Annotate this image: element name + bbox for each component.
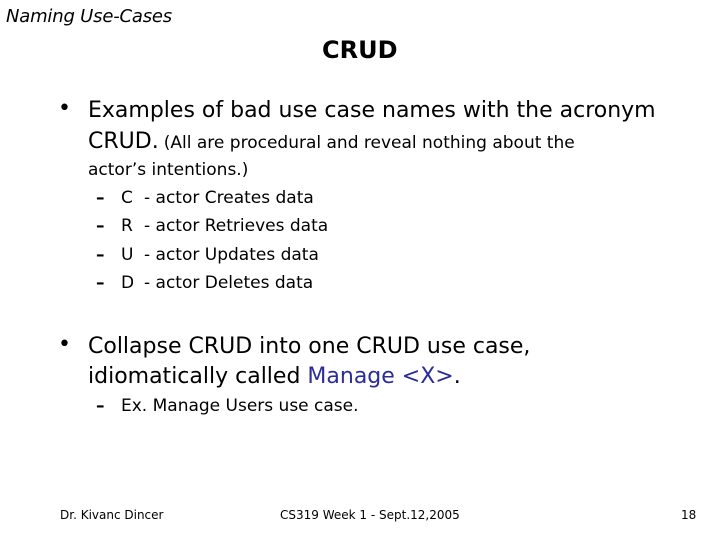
bullet-dot: • — [58, 96, 71, 121]
bullet-1-line-1: Examples of bad use case names with the acronym — [88, 98, 656, 123]
sub-dash: – — [96, 396, 105, 416]
crud-desc-u: - actor Updates data — [144, 245, 319, 265]
sub-dash: – — [96, 245, 105, 265]
sub-dash: – — [96, 273, 105, 293]
bullet-dot: • — [58, 332, 71, 357]
bullet-1-line-3: actor’s intentions.) — [88, 160, 249, 180]
bullet-2-line-2 — [88, 364, 461, 389]
bullet-2-suffix: . — [453, 364, 461, 389]
footer-page-number: 18 — [681, 508, 697, 522]
bullet-2-prefix: idiomatically called — [88, 364, 301, 389]
sub-dash: – — [96, 188, 105, 208]
crud-letter-u: U — [121, 245, 134, 265]
crud-desc-c: - actor Creates data — [144, 188, 314, 208]
bullet-1-acronym: CRUD. — [88, 129, 159, 154]
footer-author: Dr. Kivanc Dincer — [60, 508, 164, 522]
crud-letter-c: C — [121, 188, 133, 208]
sub-dash: – — [96, 216, 105, 236]
slide-title: CRUD — [322, 36, 398, 64]
crud-letter-d: D — [121, 273, 135, 293]
footer-course: CS319 Week 1 - Sept.12,2005 — [280, 508, 460, 522]
header-label: Naming Use-Cases — [6, 6, 172, 27]
bullet-2-line-1: Collapse CRUD into one CRUD use case, — [88, 334, 531, 359]
bullet-1-line-2 — [88, 129, 575, 154]
manage-x-term: Manage <X> — [307, 364, 454, 389]
example-text: Ex. Manage Users use case. — [121, 396, 359, 416]
crud-letter-r: R — [121, 216, 133, 236]
crud-desc-d: - actor Deletes data — [144, 273, 314, 293]
bullet-1-note: (All are procedural and reveal nothing about the — [163, 133, 575, 153]
crud-desc-r: - actor Retrieves data — [144, 216, 329, 236]
